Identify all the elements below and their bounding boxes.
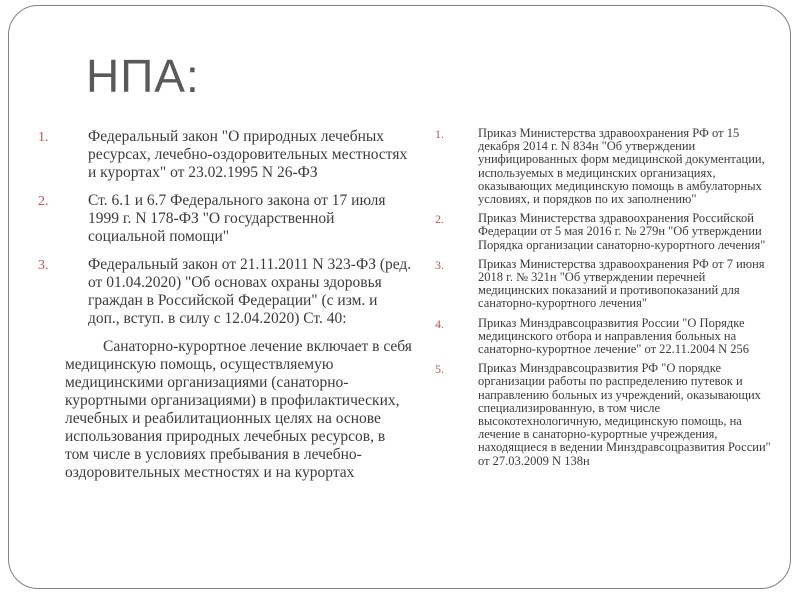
right-column — [428, 127, 778, 474]
federal-laws-list — [30, 128, 412, 328]
list-item-number: 2. — [38, 194, 49, 209]
list-item-number: 1. — [38, 130, 49, 145]
list-item-number: 2. — [435, 212, 444, 227]
list-item-text: Приказ Министерства здравоохранения РФ от 15 декабря 2014 г. N 834н "Об утверждении унифицированных форм медицинской документации, используемых в медицинских организациях, оказывающих медицинскую помощь в амбулаторных условиях, и порядков по их заполнению" — [478, 126, 765, 207]
definition-paragraph: Санаторно-курортное лечение включает в себя медицинскую помощь, осуществляемую медицинскими организациями (санаторно-курортными организациями) в профилактических, лечебных и реабилитационных целях на основе использования природных лечебных ресурсов, в том числе в условиях пребывания в лечебно-оздоровительных местностях и на курортах — [65, 338, 412, 481]
list-item — [428, 258, 778, 311]
list-item — [428, 362, 778, 468]
list-item — [30, 192, 412, 246]
list-item-text: Федеральный закон "О природных лечебных ресурсах, лечебно-оздоровительных местностях и курортах" от 23.02.1995 N 26-ФЗ — [88, 128, 408, 181]
list-item-number: 4. — [435, 316, 444, 331]
list-item — [428, 317, 778, 357]
list-item-text: Федеральный закон от 21.11.2011 N 323-ФЗ (ред. от 01.04.2020) "Об основах охраны здоровья граждан в Российской Федерации" (с изм. и доп., вступ. в силу с 12.04.2020) Ст. 40: — [88, 256, 412, 327]
left-column — [30, 128, 412, 482]
list-item-number: 3. — [435, 257, 444, 272]
list-item-number: 1. — [435, 127, 444, 141]
ministry-orders-list — [428, 127, 778, 468]
list-item-text: Ст. 6.1 и 6.7 Федерального закона от 17 июля 1999 г. N 178-ФЗ "О государственной социальной помощи" — [88, 192, 386, 245]
list-item — [428, 212, 778, 252]
list-item-text: Приказ Минздравсоцразвития России "О Порядке медицинского отбора и направления больных на санаторно-курортное лечение" от 22.11.2004 N 256 — [478, 315, 749, 357]
list-item-text: Приказ Минздравсоцразвития РФ "О порядке организации работы по распределению путевок и направлению больных из учреждений, оказывающих специализированную, в том числе высокотехнологичную, медицинскую помощь, на лечение в санаторно-курортные учреждения, находящиеся в ведении Минздравсоцразвития России" от 27.03.2009 N 138н — [478, 361, 771, 468]
list-item-text: Приказ Министерства здравоохранения Российской Федерации от 5 мая 2016 г. № 279н "Об утверждении Порядка организации санаторно-курортного лечения" — [478, 211, 766, 252]
list-item — [30, 256, 412, 328]
list-item — [30, 128, 412, 182]
list-item-text: Приказ Министерства здравоохранения РФ от 7 июня 2018 г. № 321н "Об утверждении перечней медицинских показаний и противопоказаний для санаторно-курортного лечения" — [478, 256, 765, 311]
list-item-number: 5. — [435, 362, 444, 377]
slide-title: НПА: — [86, 50, 200, 102]
list-item-number: 3. — [38, 258, 49, 273]
list-item — [428, 127, 778, 206]
